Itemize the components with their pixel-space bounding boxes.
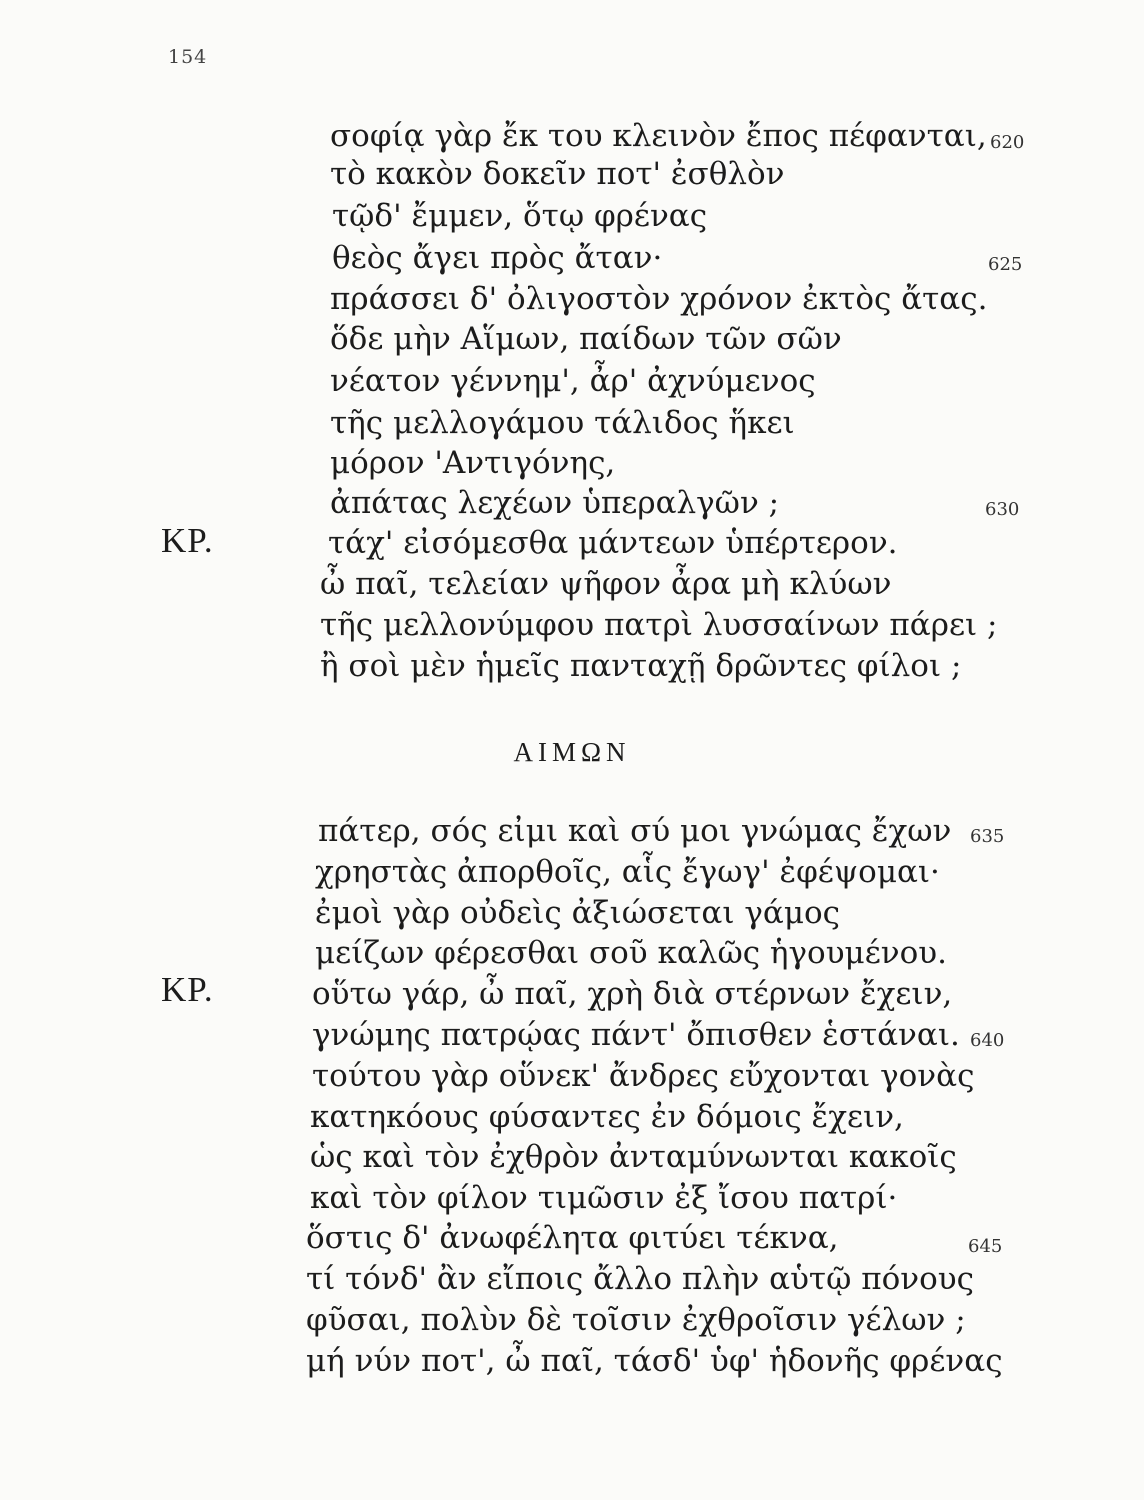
verse-line: γνώμης πατρῴας πάντ' ὄπισθεν ἑστάναι.	[312, 1017, 960, 1053]
verse-line: φῦσαι, πολὺν δὲ τοῖσιν ἐχθροῖσιν γέλων ;	[306, 1302, 966, 1338]
verse-line: ὅδε μὴν Αἵμων, παίδων τῶν σῶν	[330, 321, 842, 357]
verse-line: μόρον 'Αντιγόνης,	[330, 445, 616, 481]
line-number: 635	[970, 826, 1005, 847]
line-number: 620	[990, 132, 1025, 153]
line-number: 640	[970, 1030, 1005, 1051]
speaker-heading: ΑΙΜΩΝ	[513, 737, 631, 767]
verse-line: ὅστις δ' ἀνωφέλητα φιτύει τέκνα,	[306, 1220, 839, 1256]
verse-line: τούτου γὰρ οὕνεκ' ἄνδρες εὔχονται γονὰς	[312, 1058, 975, 1094]
verse-line: θεὸς ἄγει πρὸς ἄταν·	[332, 240, 663, 276]
speaker-label: ΚΡ.	[161, 970, 214, 1009]
verse-line: νέατον γέννημ', ἆρ' ἀχνύμενος	[330, 363, 816, 399]
verse-line: τί τόνδ' ἂν εἴποις ἄλλο πλὴν αὑτῷ πόνους	[306, 1261, 974, 1297]
speaker-label: ΚΡ.	[161, 521, 214, 560]
verse-line: ὦ παῖ, τελείαν ψῆφον ἆρα μὴ κλύων	[320, 566, 892, 602]
page-number: 154	[168, 46, 208, 68]
verse-line: τῷδ' ἔμμεν, ὅτῳ φρένας	[332, 198, 708, 234]
verse-line: τῆς μελλονύμφου πατρὶ λυσσαίνων πάρει ;	[320, 607, 998, 643]
verse-line: μείζων φέρεσθαι σοῦ καλῶς ἡγουμένου.	[315, 935, 947, 971]
line-number: 625	[988, 254, 1023, 275]
verse-line: ὡς καὶ τὸν ἐχθρὸν ἀνταμύνωνται κακοῖς	[310, 1139, 957, 1175]
verse-line: ἀπάτας λεχέων ὑπεραλγῶν ;	[330, 485, 780, 521]
verse-line: καὶ τὸν φίλον τιμῶσιν ἐξ ἴσου πατρί·	[310, 1180, 898, 1216]
verse-line: ἐμοὶ γὰρ οὐδεὶς ἀξιώσεται γάμος	[315, 895, 840, 931]
verse-line: ἢ σοὶ μὲν ἡμεῖς πανταχῇ δρῶντες φίλοι ;	[320, 648, 962, 684]
verse-line: χρηστὰς ἀπορθοῖς, αἷς ἔγωγ' ἐφέψομαι·	[315, 854, 940, 890]
verse-line: σοφίᾳ γὰρ ἔκ του κλεινὸν ἔπος πέφανται,	[330, 118, 987, 154]
verse-line: μή νύν ποτ', ὦ παῖ, τάσδ' ὑφ' ἡδονῆς φρένας	[306, 1343, 1003, 1379]
verse-line: τῆς μελλογάμου τάλιδος ἥκει	[330, 405, 795, 441]
verse-line: οὕτω γάρ, ὦ παῖ, χρὴ διὰ στέρνων ἔχειν,	[312, 976, 953, 1012]
verse-line: πράσσει δ' ὀλιγοστὸν χρόνον ἐκτὸς ἄτας.	[330, 281, 988, 317]
line-number: 630	[985, 499, 1020, 520]
verse-line: κατηκόους φύσαντες ἐν δόμοις ἔχειν,	[310, 1099, 904, 1135]
verse-line: τὸ κακὸν δοκεῖν ποτ' ἐσθλὸν	[330, 156, 785, 192]
verse-line: τάχ' εἰσόμεσθα μάντεων ὑπέρτερον.	[328, 525, 898, 561]
verse-line: πάτερ, σός εἰμι καὶ σύ μοι γνώμας ἔχων	[318, 813, 952, 849]
line-number: 645	[968, 1236, 1003, 1257]
